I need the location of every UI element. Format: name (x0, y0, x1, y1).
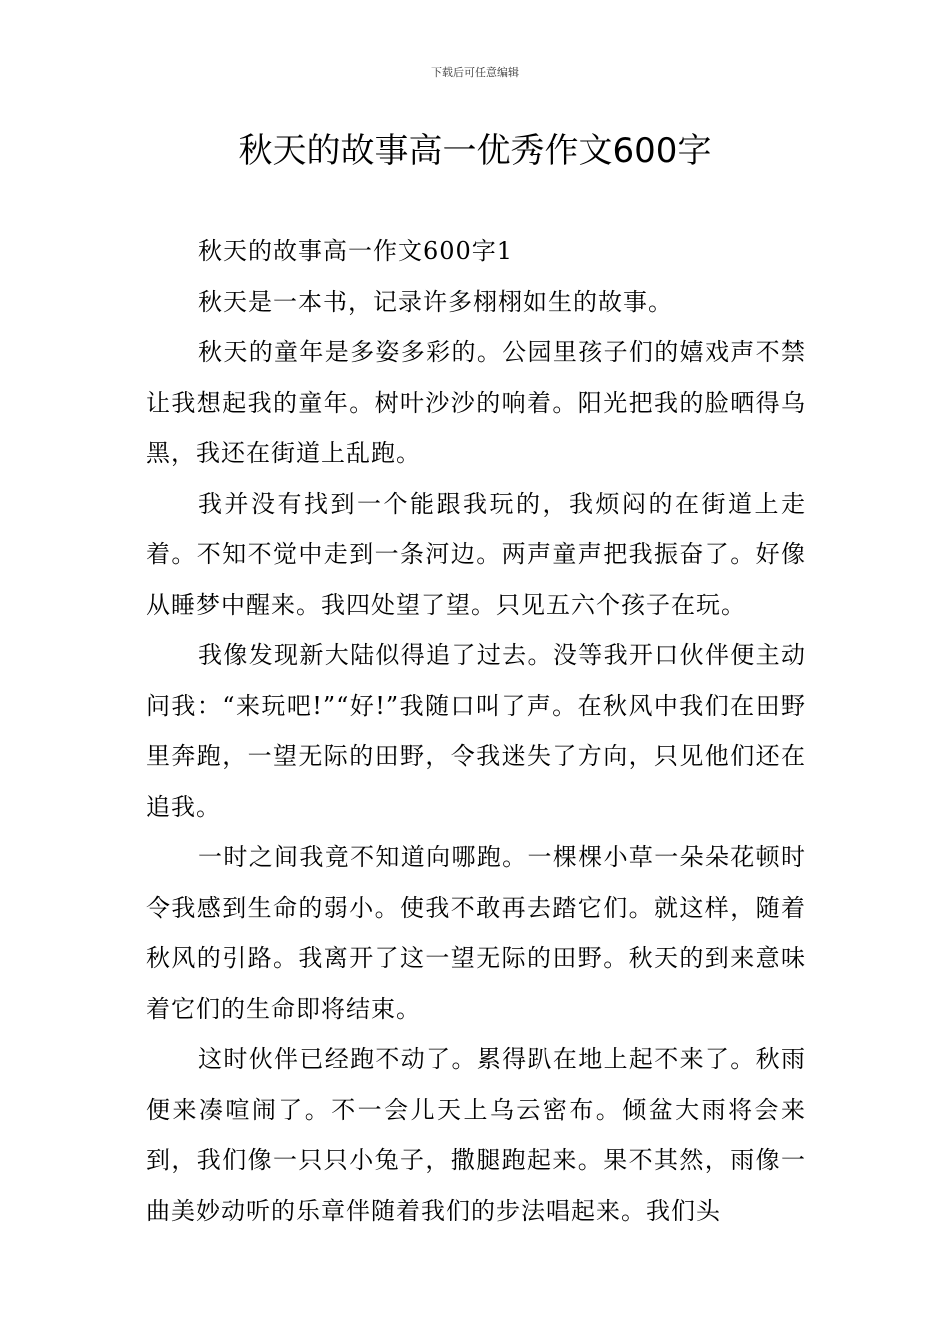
paragraph: 秋天是一本书，记录许多栩栩如生的故事。 (198, 287, 673, 316)
paragraph: 这时伙伴已经跑不动了。累得趴在地上起不来了。秋雨便来凑喧闹了。不一会儿天上乌云密布。倾盆大雨将会来到，我们像一只只小兔子，撒腿跑起来。果不其然，雨像一曲美妙动听的乐章伴随着我们的步法唱起来。我们头 (146, 1045, 806, 1225)
paragraph: 秋天的童年是多姿多彩的。公园里孩子们的嬉戏声不禁让我想起我的童年。树叶沙沙的响着。阳光把我的脸晒得乌黑，我还在街道上乱跑。 (146, 338, 806, 467)
header-note: 下载后可任意编辑 (431, 66, 519, 79)
paragraph: 我并没有找到一个能跟我玩的，我烦闷的在街道上走着。不知不觉中走到一条河边。两声童声把我振奋了。好像从睡梦中醒来。我四处望了望。只见五六个孩子在玩。 (146, 489, 806, 619)
document-title: 秋天的故事高一优秀作文600字 (238, 131, 712, 171)
document-body (146, 226, 806, 1236)
paragraph-heading: 秋天的故事高一作文600字1 (198, 237, 514, 265)
paragraph: 我像发现新大陆似得追了过去。没等我开口伙伴便主动问我：“来玩吧!”“好!”我随口叫了声。在秋风中我们在田野里奔跑，一望无际的田野，令我迷失了方向，只见他们还在追我。 (146, 641, 806, 821)
paragraph: 一时之间我竟不知道向哪跑。一棵棵小草一朵朵花顿时令我感到生命的弱小。使我不敢再去踏它们。就这样，随着秋风的引路。我离开了这一望无际的田野。秋天的到来意味着它们的生命即将结束。 (146, 843, 806, 1023)
